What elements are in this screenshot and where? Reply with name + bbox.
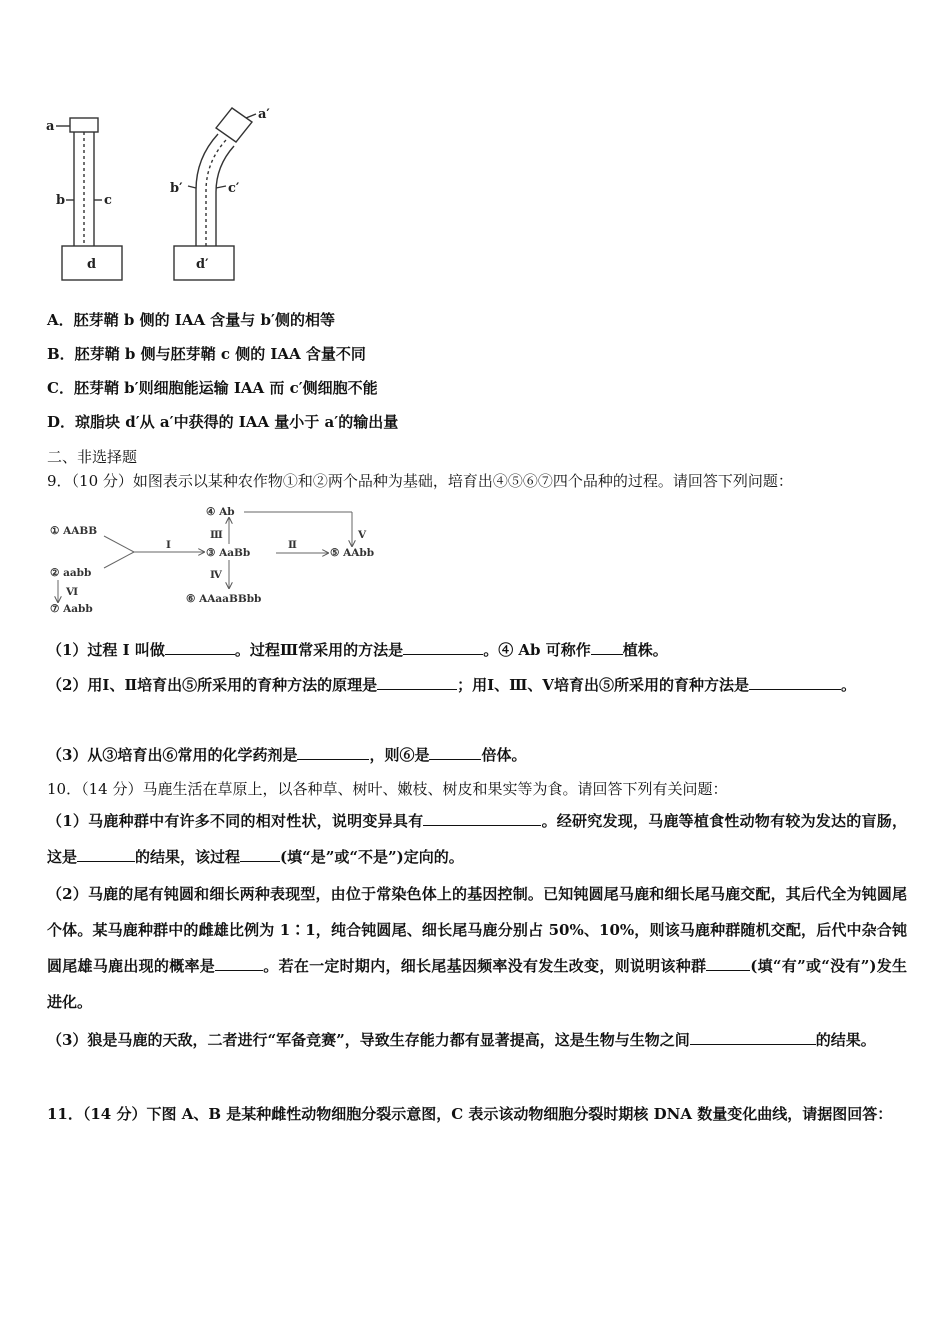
node-2: ② aabb: [50, 567, 92, 579]
q10-sub3-text-b: 的结果。: [815, 1031, 876, 1049]
answer-blank[interactable]: [749, 673, 841, 690]
node-5: ⑤ AAbb: [330, 547, 375, 559]
coleoptile-figure: [40, 100, 280, 290]
q10-sub1-text-a: （1）马鹿种群中有许多不同的相对性状，说明变异具有: [47, 812, 424, 830]
answer-blank[interactable]: [690, 1028, 816, 1045]
answer-blank[interactable]: [77, 845, 135, 862]
option-c: C．胚芽鞘 b′则细胞能运输 IAA 而 c′侧细胞不能: [47, 379, 378, 397]
q10-sub1-text-c: 的结果，该过程: [135, 848, 241, 866]
bent-coleoptile-right-edge: [216, 146, 234, 246]
option-a: A．胚芽鞘 b 侧的 IAA 含量与 b′侧的相等: [47, 311, 335, 329]
q10-sub1-text-d: (填“是”或“不是”)定向的。: [280, 848, 464, 866]
agar-block-a-prime: [216, 108, 252, 142]
q9-sub3-text-c: 倍体。: [481, 746, 527, 764]
process-1-label: Ⅰ: [166, 539, 171, 551]
q9-stem: 9．（10 分）如图表示以某种农作物①和②两个品种为基础，培育出④⑤⑥⑦四个品种的过程。请回答下列问题：: [47, 472, 793, 490]
answer-blank[interactable]: [377, 673, 457, 690]
answer-blank[interactable]: [240, 845, 280, 862]
q9-sub2-text-b: ；用Ⅰ、Ⅲ、Ⅴ培育出⑤所采用的育种方法是: [457, 676, 750, 694]
q9-sub2: [47, 667, 907, 703]
label-c-prime: c′: [228, 181, 240, 196]
breeding-diagram: [44, 500, 394, 618]
q10-sub2-text-b: 。若在一定时期内，细长尾基因频率没有发生改变，则说明该种群: [263, 957, 707, 975]
q9-sub1-text-a: （1）过程 I 叫做: [47, 641, 165, 659]
answer-blank[interactable]: [165, 638, 235, 655]
q10-sub3-text-a: （3）狼是马鹿的天敌，二者进行“军备竞赛”，导致生存能力都有显著提高，这是生物与生物之间: [47, 1031, 690, 1049]
answer-blank[interactable]: [297, 743, 369, 760]
q10-sub1-text-b: 。经研究发现，马鹿等植食性动物有较为发达的盲肠，这是: [47, 812, 907, 866]
q10-stem: 10．（14 分）马鹿生活在草原上，以各种草、树叶、嫩枝、树皮和果实等为食。请回答下列有关问题：: [47, 780, 728, 798]
q10-sub3: [47, 1022, 907, 1058]
answer-blank[interactable]: [591, 638, 623, 655]
label-b-prime: b′: [170, 181, 183, 196]
process-3-label: Ⅲ: [210, 529, 223, 541]
q9-sub1-text-b: 。过程Ⅲ常采用的方法是: [234, 641, 404, 659]
label-d: d: [87, 257, 97, 272]
node-1: ① AABB: [50, 525, 98, 537]
label-d-prime: d′: [196, 257, 209, 272]
answer-blank[interactable]: [706, 954, 750, 971]
node-3: ③ AaBb: [206, 547, 251, 559]
agar-block-a: [70, 118, 98, 132]
answer-blank[interactable]: [429, 743, 481, 760]
q9-sub3: [47, 743, 526, 766]
label-a: a: [46, 119, 55, 134]
q9-sub3-text-a: （3）从③培育出⑥常用的化学药剂是: [47, 746, 298, 764]
answer-blank[interactable]: [423, 809, 541, 826]
option-b: B．胚芽鞘 b 侧与胚芽鞘 c 侧的 IAA 含量不同: [47, 345, 366, 363]
node-4: ④ Ab: [206, 506, 235, 518]
q9-sub1: [47, 638, 668, 661]
q10-sub2-text-c: (填“有”或“没有”)发生进化。: [47, 957, 907, 1011]
q11-stem: 11．（14 分）下图 A、B 是某种雌性动物细胞分裂示意图，C 表示该动物细胞分裂时期核 DNA 数量变化曲线，请据图回答：: [47, 1105, 893, 1123]
q9-sub2-text-a: （2）用Ⅰ、Ⅱ培育出⑤所采用的育种方法的原理是: [47, 676, 378, 694]
q9-sub1-text-d: 植株。: [622, 641, 668, 659]
process-2-label: Ⅱ: [288, 539, 297, 551]
label-a-prime: a′: [258, 107, 270, 122]
node-7: ⑦ Aabb: [50, 603, 93, 615]
q9-sub2-text-c: 。: [841, 676, 857, 694]
process-4-label: Ⅳ: [210, 569, 222, 581]
process-5-label: Ⅴ: [358, 529, 367, 541]
label-b: b: [56, 193, 66, 208]
option-d: D．琼脂块 d′从 a′中获得的 IAA 量小于 a′的输出量: [47, 413, 399, 431]
label-c: c: [104, 193, 112, 208]
q9-sub3-text-b: ，则⑥是: [369, 746, 430, 764]
answer-blank[interactable]: [215, 954, 263, 971]
q9-sub1-text-c: 。④ Ab 可称作: [483, 641, 591, 659]
process-6-label: Ⅵ: [66, 586, 79, 598]
node-6: ⑥ AAaaBBbb: [186, 593, 262, 605]
q10-sub1: [47, 803, 907, 875]
q10-sub2: [47, 876, 907, 1020]
q10-sub2-text-a: （2）马鹿的尾有钝圆和细长两种表现型，由位于常染色体上的基因控制。已知钝圆尾马鹿和细长尾马鹿交配，其后代全为钝圆尾个体。某马鹿种群中的雌雄比例为 1∶1，纯合钝圆尾、细长尾马鹿分别占 50%、10%，则该马鹿种群随机交配，后代中杂合钝圆尾雄马鹿出现的概率是: [47, 885, 907, 975]
section-title: 二、非选择题: [47, 448, 138, 466]
bent-coleoptile-left-edge: [196, 134, 218, 246]
answer-blank[interactable]: [403, 638, 483, 655]
